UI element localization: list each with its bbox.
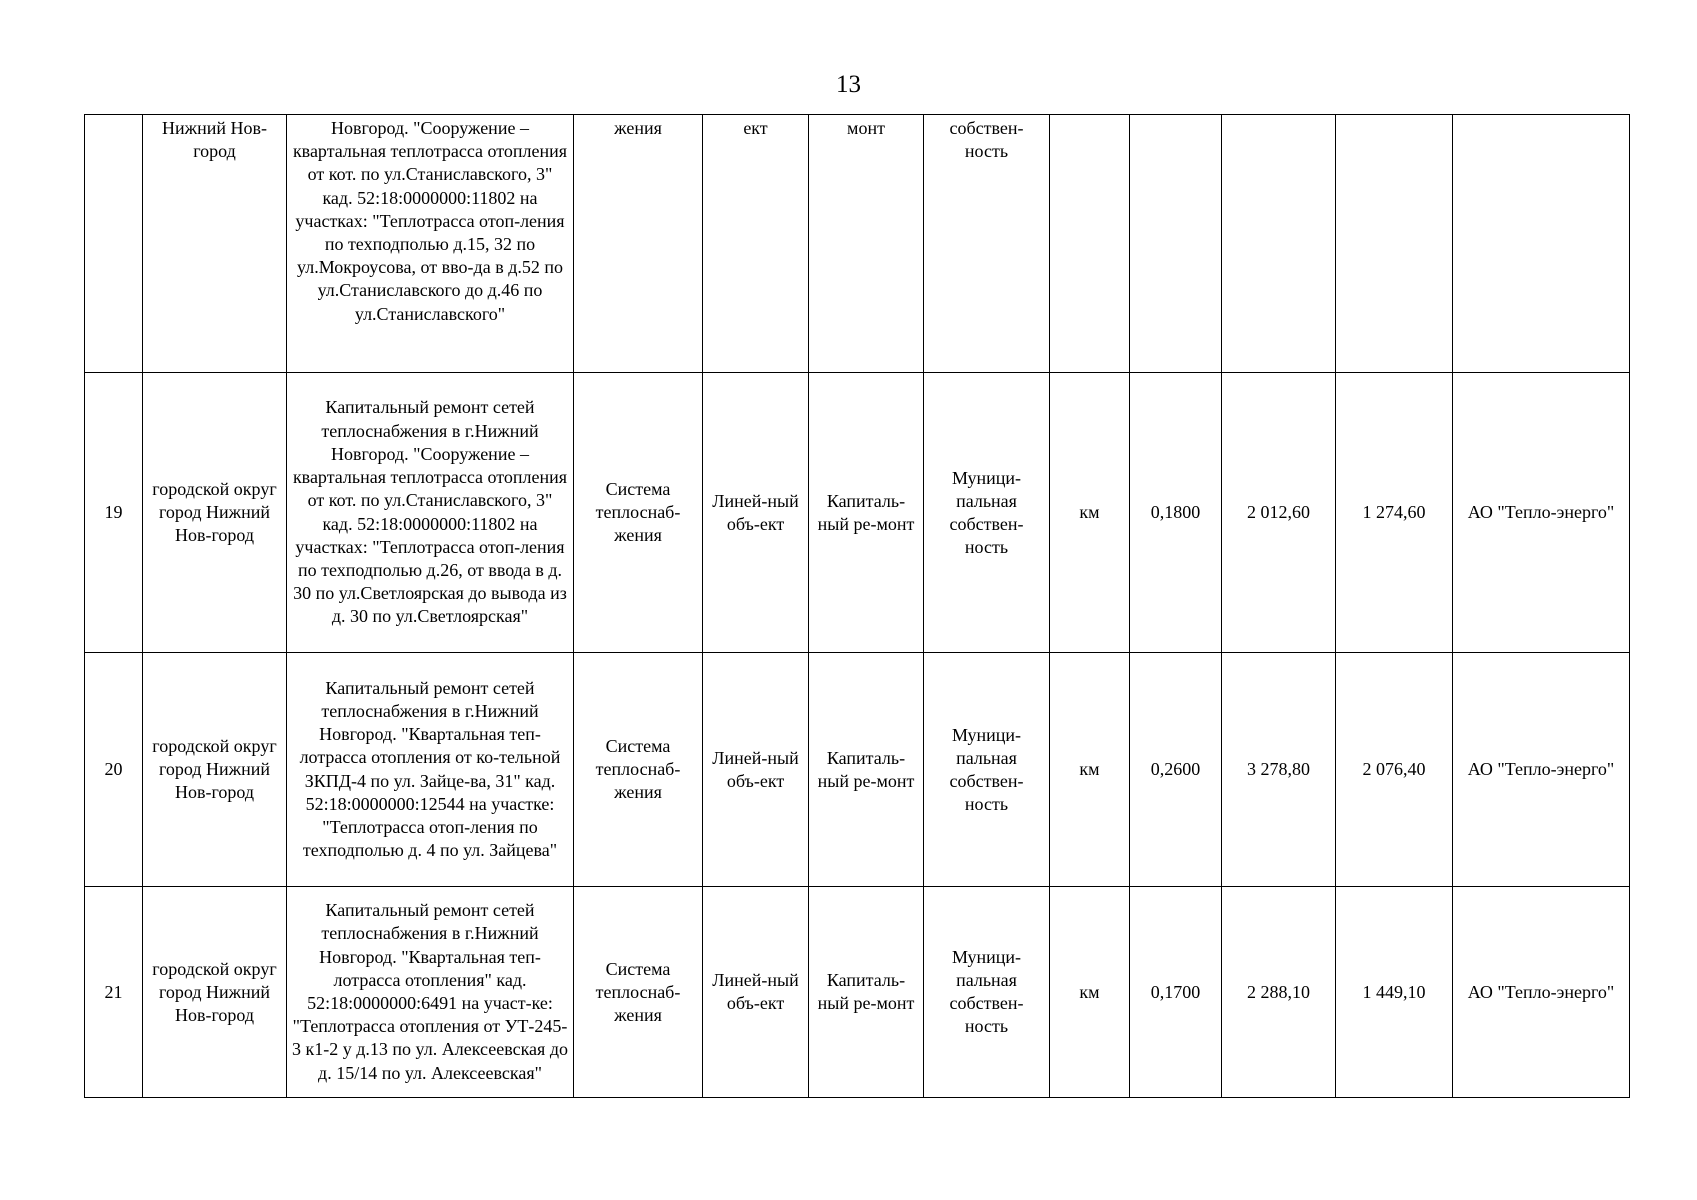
registry-table (84, 114, 1630, 1098)
cell-district: городской округ город Нижний Нов-город (143, 373, 287, 653)
page-number: 13 (836, 71, 861, 98)
cell-length (1130, 115, 1222, 373)
table-row (85, 115, 1630, 373)
cell-unit: км (1050, 887, 1130, 1098)
cell-district: Нижний Нов-город (143, 115, 287, 373)
cell-executor: АО "Тепло-энерго" (1453, 887, 1630, 1098)
table-row (85, 373, 1630, 653)
cell-length: 0,1800 (1130, 373, 1222, 653)
cell-number: 20 (85, 653, 143, 887)
cell-district: городской округ город Нижний Нов-город (143, 887, 287, 1098)
cell-number (85, 115, 143, 373)
cell-executor (1453, 115, 1630, 373)
cell-executor: АО "Тепло-энерго" (1453, 653, 1630, 887)
cell-unit: км (1050, 373, 1130, 653)
cell-cost-part (1336, 115, 1453, 373)
cell-object-type: Линей-ный объ-ект (703, 887, 809, 1098)
cell-description: Капитальный ремонт сетей теплоснабжения в г.Нижний Новгород. "Сооружение – квартальная теплотрасса отопления от кот. по ул.Станиславского, 3" кад. 52:18:0000000:11802 на участках: "Теплотрасса отоп-ления по техподполью д.26, от ввода в д. 30 по ул.Светлоярская до вывода из д. 30 по ул.Светлоярская" (287, 373, 574, 653)
cell-executor: АО "Тепло-энерго" (1453, 373, 1630, 653)
cell-work-type: Капиталь-ный ре-монт (809, 373, 924, 653)
cell-system: Система теплоснаб-жения (574, 373, 703, 653)
cell-work-type: монт (809, 115, 924, 373)
cell-system: Система теплоснаб-жения (574, 887, 703, 1098)
cell-district: городской округ город Нижний Нов-город (143, 653, 287, 887)
cell-length: 0,1700 (1130, 887, 1222, 1098)
cell-description: Новгород. "Сооружение – квартальная теплотрасса отопления от кот. по ул.Станиславского, 3" кад. 52:18:0000000:11802 на участках: "Теплотрасса отоп-ления по техподполью д.15, 32 по ул.Мокроусова, от вво-да в д.52 по ул.Станиславского до д.46 по ул.Станиславского" (287, 115, 574, 373)
cell-unit (1050, 115, 1130, 373)
cell-system: Система теплоснаб-жения (574, 653, 703, 887)
cell-number: 21 (85, 887, 143, 1098)
cell-description: Капитальный ремонт сетей теплоснабжения в г.Нижний Новгород. "Квартальная теп-лотрасса отопления от ко-тельной ЗКПД-4 по ул. Зайце-ва, 31" кад. 52:18:0000000:12544 на участке: "Теплотрасса отоп-ления по техподполью д. 4 по ул. Зайцева" (287, 653, 574, 887)
cell-work-type: Капиталь-ный ре-монт (809, 887, 924, 1098)
table-row (85, 887, 1630, 1098)
cell-unit: км (1050, 653, 1130, 887)
cell-object-type: Линей-ный объ-ект (703, 653, 809, 887)
cell-cost-total (1222, 115, 1336, 373)
cell-number: 19 (85, 373, 143, 653)
cell-object-type: ект (703, 115, 809, 373)
table-row (85, 653, 1630, 887)
cell-cost-part: 1 449,10 (1336, 887, 1453, 1098)
cell-cost-total: 2 012,60 (1222, 373, 1336, 653)
cell-system: жения (574, 115, 703, 373)
cell-ownership: Муници-пальная собствен-ность (924, 887, 1050, 1098)
cell-work-type: Капиталь-ный ре-монт (809, 653, 924, 887)
cell-cost-part: 1 274,60 (1336, 373, 1453, 653)
cell-cost-part: 2 076,40 (1336, 653, 1453, 887)
cell-ownership: собствен-ность (924, 115, 1050, 373)
cell-cost-total: 2 288,10 (1222, 887, 1336, 1098)
cell-length: 0,2600 (1130, 653, 1222, 887)
cell-ownership: Муници-пальная собствен-ность (924, 653, 1050, 887)
cell-description: Капитальный ремонт сетей теплоснабжения в г.Нижний Новгород. "Квартальная теп-лотрасса отопления" кад. 52:18:0000000:6491 на участ-ке: "Теплотрасса отопления от УТ-245-3 к1-2 у д.13 по ул. Алексеевская до д. 15/14 по ул. Алексеевская" (287, 887, 574, 1098)
cell-ownership: Муници-пальная собствен-ность (924, 373, 1050, 653)
cell-object-type: Линей-ный объ-ект (703, 373, 809, 653)
cell-cost-total: 3 278,80 (1222, 653, 1336, 887)
